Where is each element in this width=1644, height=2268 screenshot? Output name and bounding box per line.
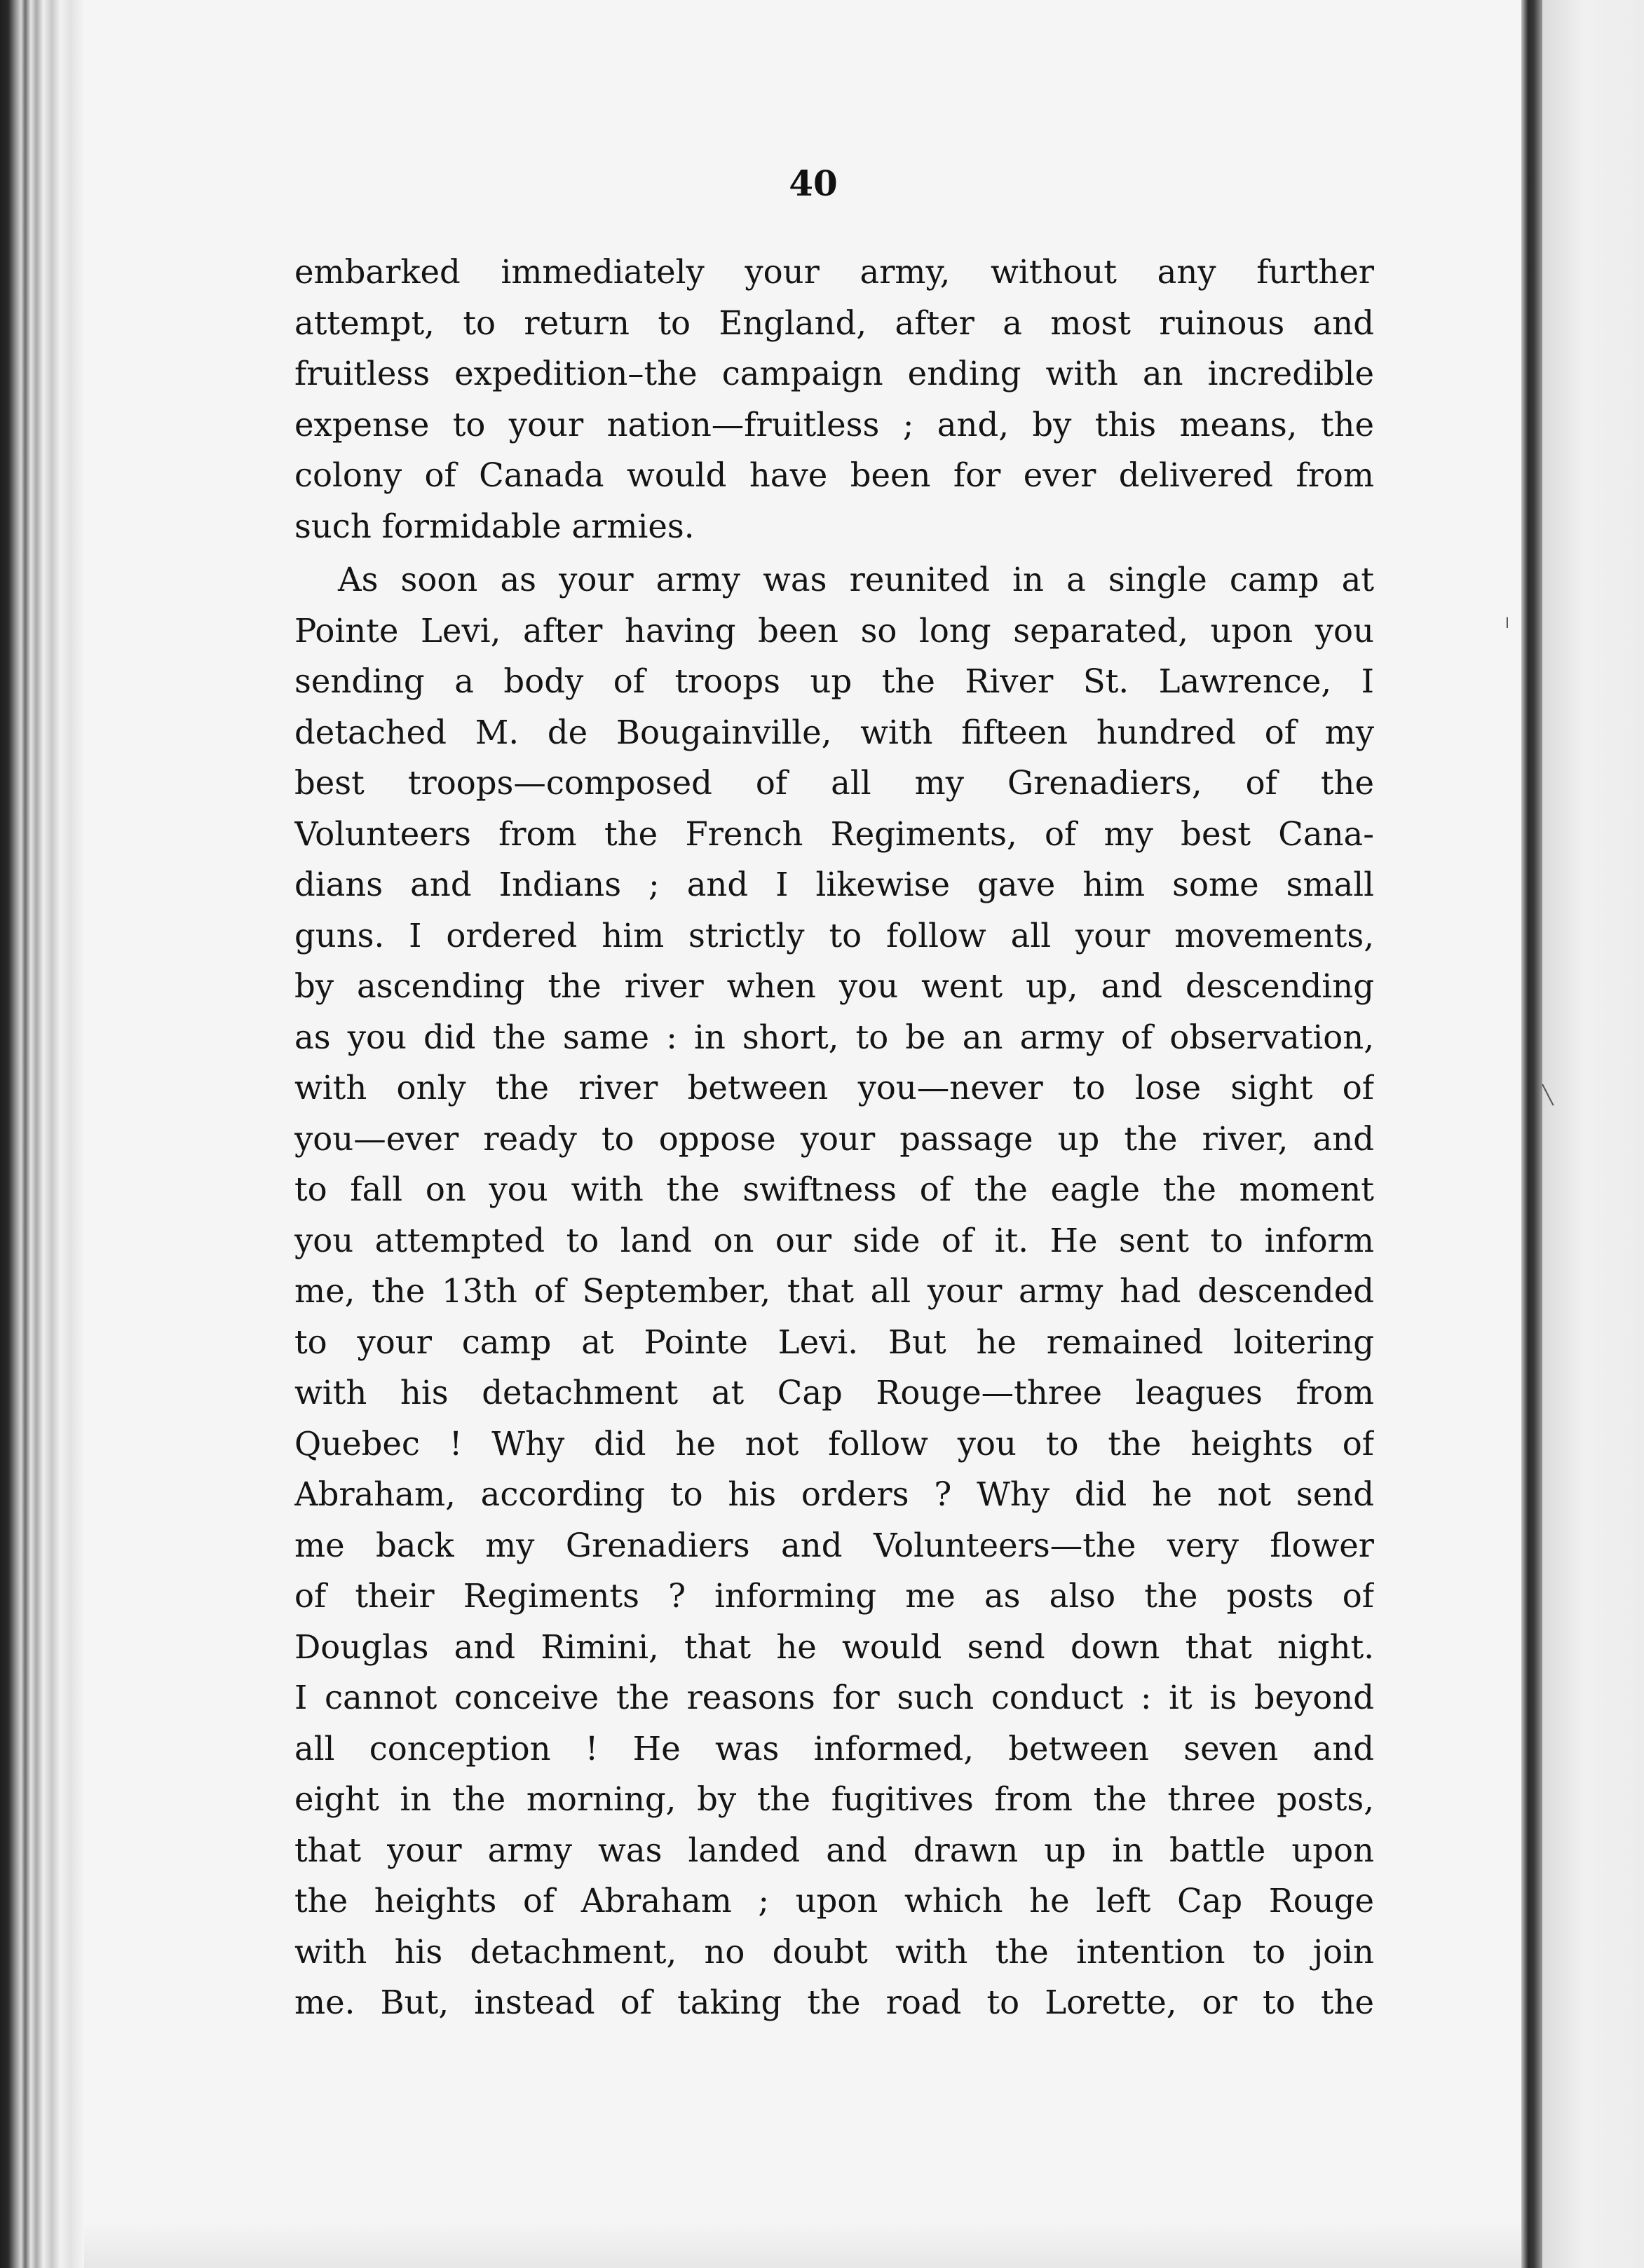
scan-backdrop: [1542, 0, 1644, 2268]
text-line: that your army was landed and drawn up in battle upon: [294, 1831, 1374, 1869]
text-line: sending a body of troops up the River St. Lawrence, I: [294, 662, 1374, 700]
text-line: the heights of Abraham ; upon which he left Cap Rouge: [294, 1882, 1374, 1920]
text-line: me, the 13th of September, that all your army had descended: [294, 1272, 1374, 1310]
text-line: all conception ! He was informed, between seven and: [294, 1729, 1374, 1768]
text-line: detached M. de Bougainville, with fifteen hundred of my: [294, 713, 1374, 751]
text-line: with his detachment, no doubt with the intention to join: [294, 1932, 1374, 1971]
text-line: Quebec ! Why did he not follow you to the heights of: [294, 1424, 1374, 1463]
text-line: eight in the morning, by the fugitives from the three posts,: [294, 1780, 1374, 1818]
text-line: As soon as your army was reunited in a single camp at: [338, 561, 1374, 599]
text-line: best troops—composed of all my Grenadiers, of the: [294, 764, 1374, 802]
text-line: guns. I ordered him strictly to follow all your movements,: [294, 916, 1374, 955]
page-bottom-shade: [84, 2222, 1521, 2268]
page-number: 40: [789, 163, 838, 204]
text-line: to your camp at Pointe Levi. But he remained loitering: [294, 1323, 1374, 1361]
text-line: of their Regiments ? informing me as also the posts of: [294, 1577, 1374, 1615]
text-line: dians and Indians ; and I likewise gave him some small: [294, 866, 1374, 903]
text-line: expense to your nation—fruitless ; and, by this means, the: [294, 405, 1374, 444]
text-line: Douglas and Rimini, that he would send down that night.: [294, 1627, 1374, 1666]
text-line: me. But, instead of taking the road to Lorette, or to the: [294, 1983, 1374, 2021]
text-line: colony of Canada would have been for ever delivered from: [294, 456, 1374, 494]
page-right-edge: [1521, 0, 1542, 2268]
text-line: me back my Grenadiers and Volunteers—the very flower: [294, 1526, 1374, 1564]
text-line: you attempted to land on our side of it. He sent to inform: [294, 1221, 1374, 1259]
paragraph: [294, 554, 1374, 2028]
text-line: such formidable armies.: [294, 507, 695, 545]
text-line: as you did the same : in short, to be an army of observation,: [294, 1018, 1374, 1056]
text-line: fruitless expedition–the campaign ending with an incredible: [294, 355, 1374, 392]
text-line: Pointe Levi, after having been so long separated, upon you: [294, 611, 1374, 650]
book-binding-edge: [0, 0, 84, 2268]
text-line: with only the river between you—never to lose sight of: [294, 1069, 1374, 1107]
text-line: Volunteers from the French Regiments, of my best Cana-: [294, 814, 1374, 853]
text-line: I cannot conceive the reasons for such conduct : it is beyond: [294, 1679, 1374, 1716]
text-line: Abraham, according to his orders ? Why did he not send: [294, 1475, 1374, 1513]
margin-tick-mark: ╵: [1502, 618, 1513, 639]
text-line: you—ever ready to oppose your passage up the river, and: [294, 1119, 1374, 1158]
body-text: [294, 247, 1374, 2028]
text-line: to fall on you with the swiftness of the eagle the moment: [294, 1170, 1374, 1208]
text-line: by ascending the river when you went up, and descending: [294, 967, 1374, 1005]
text-line: with his detachment at Cap Rouge—three leagues from: [294, 1374, 1374, 1412]
paragraph: [294, 247, 1374, 552]
text-line: attempt, to return to England, after a most ruinous and: [294, 303, 1374, 342]
text-line: embarked immediately your army, without any further: [294, 253, 1374, 291]
margin-tick-mark: ╲: [1542, 1085, 1554, 1106]
